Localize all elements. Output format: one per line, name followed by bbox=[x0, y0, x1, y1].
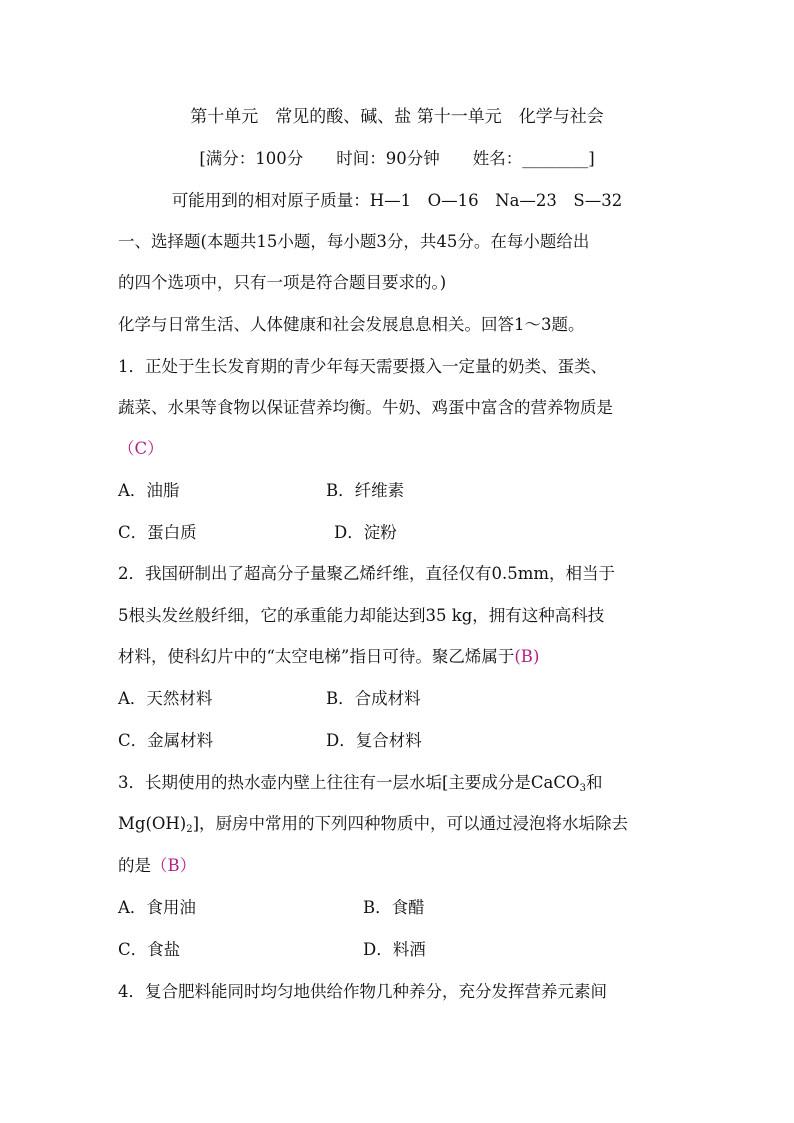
question-3-text bbox=[118, 772, 602, 794]
question-2-answer: (B) bbox=[514, 647, 540, 666]
question-1-text: 1．正处于生长发育期的青少年每天需要摄入一定量的奶类、蛋类、 bbox=[118, 357, 607, 376]
question-3-text-line3: 的是 bbox=[118, 856, 151, 875]
question-3-subscript: 3 bbox=[579, 783, 586, 794]
section-heading-cont: 的四个选项中，只有一项是符合题目要求的。) bbox=[118, 273, 447, 292]
question-1-option-a: A．油脂 bbox=[118, 481, 180, 500]
question-2-text-cont2 bbox=[118, 646, 539, 668]
question-3-text-cont bbox=[118, 813, 628, 835]
question-3-option-a: A．食用油 bbox=[118, 898, 196, 917]
question-1-option-b: B．纤维素 bbox=[326, 481, 405, 500]
question-4-text: 4．复合肥料能同时均匀地供给作物几种养分，充分发挥营养元素间 bbox=[118, 982, 607, 1001]
question-3-option-b: B．食醋 bbox=[363, 898, 425, 917]
exam-info: [满分：100分 时间：90分钟 姓名：________] bbox=[199, 149, 595, 168]
atomic-masses: 可能用到的相对原子质量：H—1 O—16 Na—23 S—32 bbox=[171, 191, 623, 210]
question-2-option-a: A．天然材料 bbox=[118, 689, 213, 708]
question-3-text-post: 和 bbox=[585, 773, 603, 792]
question-2-text-cont: 5根头发丝般纤细，它的承重能力却能达到35 kg，拥有这种高科技 bbox=[118, 606, 605, 625]
question-2-text: 2．我国研制出了超高分子量聚乙烯纤维，直径仅有0.5mm，相当于 bbox=[118, 564, 616, 583]
question-3-answer: （B） bbox=[151, 856, 197, 875]
section-heading: 一、选择题(本题共15小题，每小题3分，共45分。在每小题给出 bbox=[118, 232, 590, 251]
question-3-text-pre: 3．长期使用的热水壶内壁上往往有一层水垢[主要成分是CaCO bbox=[118, 773, 580, 792]
question-3-text-line2: ]，厨房中常用的下列四种物质中，可以通过浸泡将水垢除去 bbox=[192, 814, 629, 833]
question-3-option-d: D．料酒 bbox=[363, 940, 426, 959]
question-3-option-c: C．食盐 bbox=[118, 940, 181, 959]
question-3-text-cont2 bbox=[118, 855, 196, 877]
question-2-text-line3: 材料，使科幻片中的“太空电梯”指日可待。聚乙烯属于 bbox=[118, 647, 515, 666]
question-3-formula-subscript: 2 bbox=[186, 824, 193, 835]
section-intro: 化学与日常生活、人体健康和社会发展息息相关。回答1～3题。 bbox=[118, 315, 585, 334]
question-1-answer: （C） bbox=[118, 439, 164, 458]
question-2-option-b: B．合成材料 bbox=[326, 689, 421, 708]
question-3-formula: Mg(OH) bbox=[118, 814, 187, 833]
question-1-option-c: C．蛋白质 bbox=[118, 523, 197, 542]
exam-title: 第十单元 常见的酸、碱、盐 第十一单元 化学与社会 bbox=[190, 107, 604, 127]
question-1-text-cont: 蔬菜、水果等食物以保证营养均衡。牛奶、鸡蛋中富含的营养物质是 bbox=[118, 398, 613, 417]
question-2-option-d: D．复合材料 bbox=[326, 731, 422, 750]
question-1-option-d: D．淀粉 bbox=[334, 523, 397, 542]
question-2-option-c: C．金属材料 bbox=[118, 731, 214, 750]
